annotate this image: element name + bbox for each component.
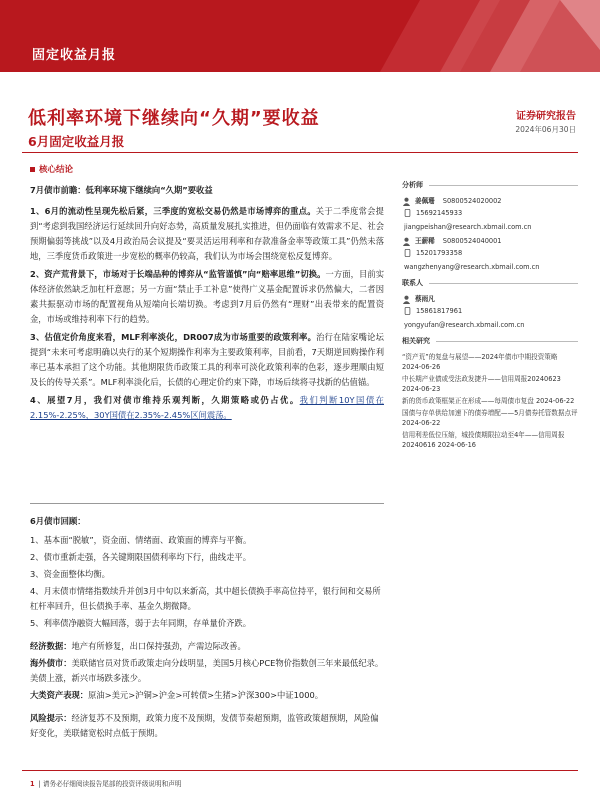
person-icon — [402, 197, 411, 206]
section-heading: 7月债市前瞻：低利率环境下继续向“久期”要收益 — [30, 185, 213, 195]
report-title: 低利率环境下继续向“久期”要收益 — [28, 108, 320, 129]
risk-label: 风险提示： — [30, 713, 72, 723]
analysts-header — [402, 180, 578, 190]
review-item: 2、债市重新走强，各关键期限国债利率均下行，曲线走平。 — [30, 552, 251, 562]
overseas-bonds — [30, 656, 384, 686]
contact-person — [402, 294, 578, 304]
footer: 1 | 请务必仔细阅读报告尾部的投资评级说明和声明 — [30, 780, 182, 788]
phone-icon — [404, 209, 411, 217]
phone-icon — [404, 307, 411, 315]
review-section — [30, 514, 384, 743]
asset-performance — [30, 688, 384, 703]
overseas-label: 海外债市： — [30, 658, 72, 668]
review-item: 1、基本面“脱敏”，资金面、情绪面、政策面的博弈与平衡。 — [30, 535, 252, 545]
report-date: 2024年06月30日 — [515, 125, 576, 134]
footer-divider — [22, 770, 578, 771]
paragraph-3 — [30, 330, 384, 390]
risk-warning — [30, 711, 384, 741]
analyst-cert: S0800524040001 — [442, 237, 502, 245]
assets-label: 大类资产表现： — [30, 690, 89, 700]
p3-body: 治行在陆家嘴论坛提到“未来可考虑明确以央行的某个短期操作利率为主要政策利率，目前看，7天期逆回购操作利率已基本承担了这个功能。其他期限货币政策工具的利率可淡化政策利率的色彩，逐步理顺由短及长的传导关系”。MLF利率淡化后，长债的心理定价约束下降，市场后续将寻找新的估值锚。 — [30, 332, 384, 387]
report-subtitle: 6月固定收益月报 — [28, 134, 125, 149]
contact-email[interactable]: yongyufan@research.xbmail.com.cn — [404, 321, 525, 329]
related-report[interactable]: 国债与存单供给加速下的债券增配——5月债券托管数据点评 2024-06-22 — [402, 409, 578, 427]
contact-header — [402, 278, 578, 288]
risk-text: 经济复苏不及预期，政策力度不及预期，发债节奏超预期，监管政策超预期，风险偏好变化，美联储宽松时点低于预期。 — [30, 713, 379, 738]
banner-title: 固定收益月报 — [32, 48, 117, 63]
p4-link[interactable]: 我们判断10Y国债在2.15%-2.25%，30Y国债在2.35%-2.45%区间震荡。 — [30, 395, 384, 420]
core-label-text: 核心结论 — [39, 165, 74, 175]
analyst — [402, 236, 578, 246]
related-report[interactable]: “资产荒”的复盘与展望——2024年债市中期投资策略 2024-06-26 — [402, 353, 558, 371]
paragraph-4 — [30, 393, 384, 423]
p1-body: 关于二季度常会提到“考虑到我国经济运行延续回升向好态势，高质量发展扎实推进，但仍面临有效需求不足、社会预期偏弱等挑战”以及4月政治局会议提及“要灵活运用利率和存款准备金率等政策工具”仍然未落地，三季度货币政策进一步宽松的概率仍较高，我们认为市场会围绕宽松反复博弈。 — [30, 206, 384, 261]
section-divider — [30, 503, 384, 504]
econ-label: 经济数据： — [30, 641, 72, 651]
analyst — [402, 196, 578, 206]
header-banner — [0, 0, 600, 72]
main-content — [30, 183, 384, 426]
footer-disclaimer: 请务必仔细阅读报告尾部的投资评级说明和声明 — [42, 780, 182, 788]
analyst-email-row — [404, 222, 578, 232]
related-label: 相关研究 — [402, 337, 430, 345]
economic-data — [30, 639, 384, 654]
analyst-phone: 15692145933 — [416, 209, 463, 217]
p2-lead: 2、资产荒背景下，市场对于长端品种的博弈从“监管谨慎”向“赔率思维”切换。 — [30, 269, 326, 279]
analyst-name: 王薪稀 — [415, 237, 435, 245]
sidebar — [402, 180, 578, 452]
person-icon — [402, 295, 411, 304]
p4-lead: 4、展望7月，我们对债市维持乐观判断，久期策略或仍占优。 — [30, 395, 300, 405]
analyst-phone: 15201793358 — [416, 249, 463, 257]
page-number: 1 — [30, 780, 35, 788]
title-divider — [22, 152, 578, 153]
contact-label: 联系人 — [402, 279, 423, 287]
report-type: 证券研究报告 — [516, 111, 576, 122]
contact-email-row — [404, 320, 578, 330]
analyst-email[interactable]: wangzhenyang@research.xbmail.com.cn — [404, 263, 540, 271]
square-bullet-icon — [30, 167, 35, 172]
review-item: 3、资金面整体均衡。 — [30, 569, 110, 579]
banner-decoration — [360, 0, 600, 72]
related-report[interactable]: 信用利差低位压缩，城投债期限拉动至4年——信用周报20240616 2024-06-16 — [402, 431, 565, 449]
contact-phone-row — [404, 306, 578, 316]
econ-text: 地产有所修复，出口保持强劲，产需边际改善。 — [71, 641, 246, 651]
contact-phone: 15861817961 — [416, 307, 463, 315]
analyst-phone-row — [404, 208, 578, 218]
p3-lead: 3、估值定价角度来看，MLF利率淡化，DR007成为市场重要的政策利率。 — [30, 332, 317, 342]
related-header — [402, 336, 578, 346]
p1-lead: 1、6月的流动性呈现先松后紧，三季度的宽松交易仍然是市场博弈的重点。 — [30, 206, 316, 216]
analysts-label: 分析师 — [402, 181, 423, 189]
related-report[interactable]: 中长期产业债或受法政发捷升——信用周报20240623 2024-06-23 — [402, 375, 561, 393]
person-icon — [402, 237, 411, 246]
review-heading: 6月债市回顾： — [30, 516, 86, 526]
phone-icon — [404, 249, 411, 257]
review-item: 4、月末债市情绪指数续升并创3月中旬以来新高，其中超长债换手率高位持平，银行间和交易所杠杆率回升，但长债换手率、基金久期微降。 — [30, 586, 381, 611]
paragraph-1 — [30, 204, 384, 264]
assets-text: 原油>美元>沪铜>沪金>可转债>生猪>沪深300>中证1000。 — [88, 690, 324, 700]
overseas-text: 美联储官员对货币政策走向分歧明显，美国5月核心PCE物价指数创三年来最低纪录。美债上涨，新兴市场跌多涨少。 — [30, 658, 384, 683]
paragraph-2 — [30, 267, 384, 327]
analyst-email-row — [404, 262, 578, 272]
p2-body: 一方面，目前实体经济依然缺乏加杠杆意愿；另一方面“禁止手工补息”使得广义基金配置诉求仍然偏大，二者因素共振驱动市场的配置视角从短端向长端切换。考虑到7月后仍然有“理财”出表带来的配置资金，市场或维持利率下行的趋势。 — [30, 269, 384, 324]
contact-name: 蔡雨凡 — [415, 295, 435, 303]
analyst-name: 姜佩珊 — [415, 197, 435, 205]
review-item: 5、利率债净融资大幅回落，弱于去年同期，存单量价齐跌。 — [30, 618, 251, 628]
analyst-cert: S0800524020002 — [442, 197, 502, 205]
analyst-phone-row — [404, 248, 578, 258]
analyst-email[interactable]: jiangpeishan@research.xbmail.com.cn — [404, 223, 532, 231]
core-conclusion-label — [30, 163, 73, 175]
related-report[interactable]: 新的货币政策框架正在形成——每周债市复盘 2024-06-22 — [402, 397, 575, 405]
